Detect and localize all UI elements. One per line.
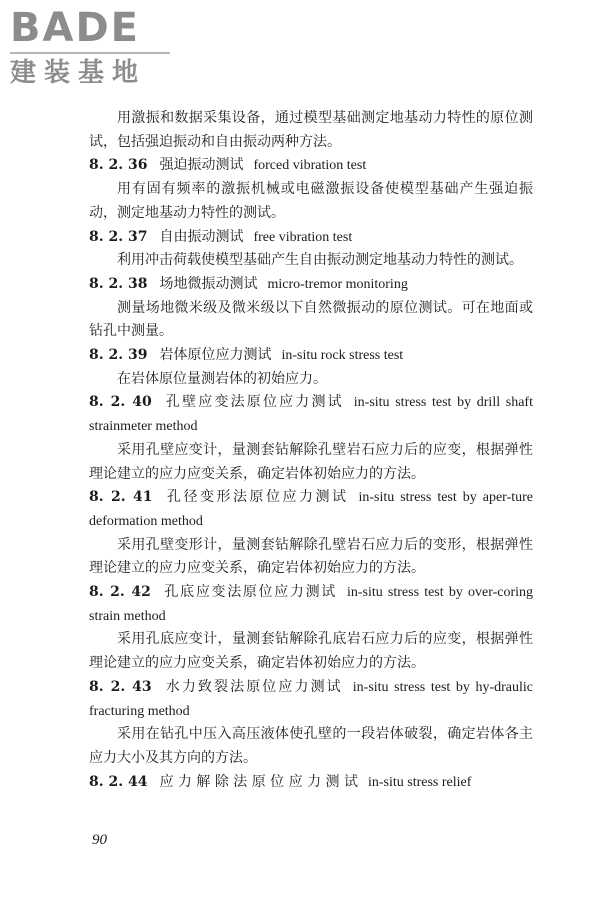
term-english: in-situ stress test by drill shaft strainmeter method — [89, 395, 533, 435]
clause-number: 8. 2. 43 — [89, 678, 152, 695]
clause-number: 8. 2. 44 — [89, 773, 148, 790]
term-chinese: 水力致裂法原位应力测试 — [163, 678, 343, 695]
term-heading — [89, 226, 533, 250]
term-chinese: 孔径变形法原位应力测试 — [164, 489, 349, 506]
logo-cjk-text: 建装基地 — [10, 58, 147, 88]
term-heading — [89, 344, 533, 368]
term-english: free vibration test — [253, 229, 353, 245]
term-heading — [89, 486, 533, 533]
definition-paragraph: 在岩体原位量测岩体的初始应力。 — [117, 370, 327, 387]
term-chinese: 强迫振动测试 — [159, 157, 244, 174]
definition-paragraph: 用有固有频率的激振机械或电磁激振设备使模型基础产生强迫振动，测定地基动力特性的测试。 — [89, 181, 533, 221]
definition-paragraph: 利用冲击荷载使模型基础产生自由振动测定地基动力特性的测试。 — [117, 252, 523, 269]
clause-number: 8. 2. 39 — [89, 347, 148, 364]
term-heading — [89, 771, 533, 795]
clause-number: 8. 2. 36 — [89, 157, 148, 174]
term-heading — [89, 581, 533, 628]
definition-paragraph: 测量场地微米级及微米级以下自然微振动的原位测试。可在地面或钻孔中测量。 — [89, 299, 533, 340]
bade-logo — [10, 6, 190, 88]
page-number: 90 — [92, 832, 107, 848]
clause-number: 8. 2. 38 — [89, 275, 148, 292]
term-chinese: 场地微振动测试 — [159, 275, 258, 292]
term-heading — [89, 273, 533, 297]
term-english: in-situ stress relief — [367, 774, 472, 790]
term-english: in-situ stress test by aper-ture deformation method — [89, 490, 533, 529]
term-english: forced vibration test — [253, 158, 367, 174]
definition-paragraph: 采用孔壁变形计，量测套钻解除孔壁岩石应力后的变形，根据弹性理论建立的应力应变关系，确定岩体初始应力的方法。 — [89, 536, 533, 577]
term-chinese: 应 力 解 除 法 原 位 应 力 测 试 — [159, 773, 358, 790]
term-english: in-situ stress test by hy-draulic fracturing method — [89, 679, 533, 719]
clause-number: 8. 2. 42 — [89, 584, 151, 601]
document-body — [89, 107, 533, 794]
clause-number: 8. 2. 41 — [89, 489, 153, 506]
logo-latin-text: BADE — [10, 5, 140, 51]
clause-number: 8. 2. 40 — [89, 394, 152, 411]
term-chinese: 岩体原位应力测试 — [159, 347, 272, 364]
clause-number: 8. 2. 37 — [89, 228, 148, 245]
term-chinese: 自由振动测试 — [159, 228, 244, 245]
logo-divider — [10, 52, 170, 54]
term-english: micro-tremor monitoring — [267, 276, 408, 292]
term-english: in-situ stress test by over-coring strain method — [89, 585, 534, 624]
definition-paragraph: 采用孔壁应变计，量测套钻解除孔壁岩石应力后的应变，根据弹性理论建立的应力应变关系，确定岩体初始应力的方法。 — [89, 441, 533, 482]
term-chinese: 孔壁应变法原位应力测试 — [163, 394, 344, 411]
term-heading — [89, 391, 533, 438]
term-chinese: 孔底应变法原位应力测试 — [162, 584, 337, 601]
term-heading — [89, 676, 533, 723]
term-heading — [89, 154, 533, 178]
term-english: in-situ rock stress test — [281, 348, 404, 364]
definition-paragraph: 采用孔底应变计，量测套钻解除孔底岩石应力后的应变，根据弹性理论建立的应力应变关系，确定岩体初始应力的方法。 — [89, 631, 533, 672]
definition-paragraph: 用激振和数据采集设备，通过模型基础测定地基动力特性的原位测试，包括强迫振动和自由振动两种方法。 — [89, 110, 533, 150]
definition-paragraph: 采用在钻孔中压入高压液体使孔壁的一段岩体破裂，确定岩体各主应力大小及其方向的方法。 — [89, 726, 533, 766]
